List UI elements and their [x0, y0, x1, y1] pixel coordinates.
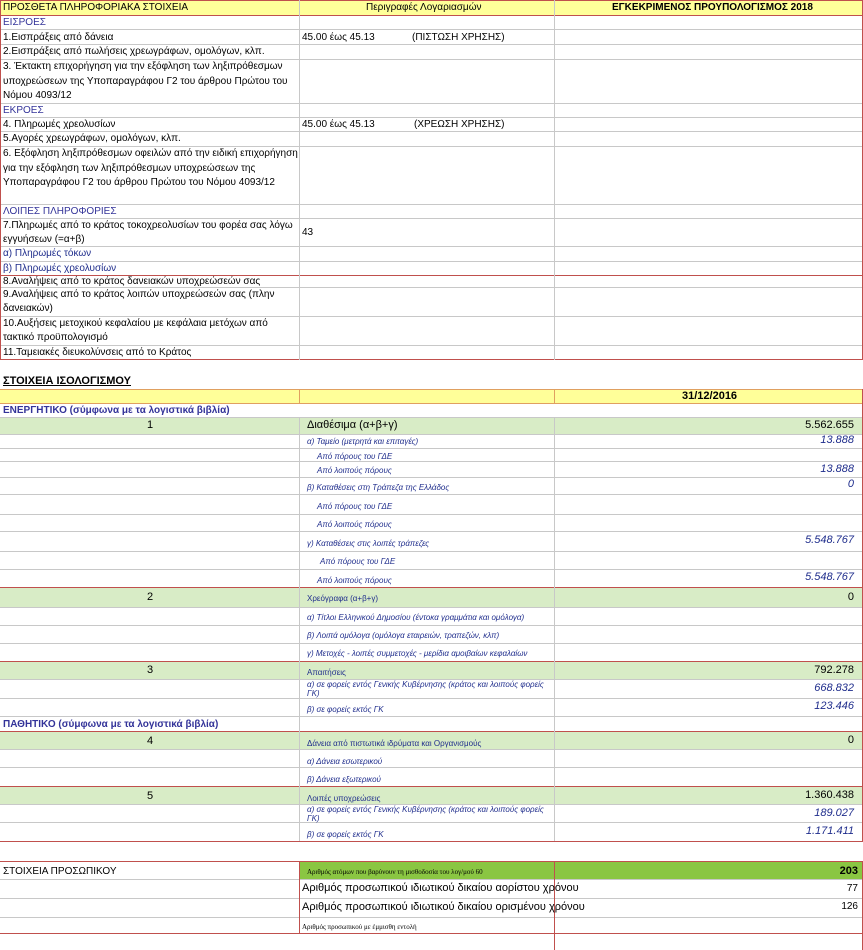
staff-row-2-label: Αριθμός προσωπικού ιδιωτικού δικαίου αορίστου χρόνου: [302, 882, 579, 894]
rule: [0, 731, 863, 732]
staff-title: ΣΤΟΙΧΕΙΑ ΠΡΟΣΩΠΙΚΟΥ: [3, 866, 117, 877]
cash-c2-value: 5.548.767: [805, 571, 854, 583]
row-7b-label: β) Πληρωμές χρεολυσίων: [3, 263, 117, 274]
rule: [0, 494, 863, 495]
item-number-5: 5: [147, 790, 154, 802]
rule: [0, 461, 863, 462]
row-1-label: 1.Εισπράξεις από δάνεια: [3, 32, 114, 43]
cash-value: 5.562.655: [805, 419, 854, 431]
row-6-label: 6. Εξόφληση ληξιπρόθεσμων οφειλών από την ειδική επιχορήγηση για την εξόφληση των ληξιπρόθεσμων υποχρεώσεων της Υποπαραγράφου Γ2 του άρθρου Πρώτου του Νόμου 4093/12: [3, 148, 298, 188]
receivables-a-label: α) σε φορείς εντός Γενικής Κυβέρνησης (κράτος και λοιπούς φορείς ΓΚ): [307, 680, 544, 698]
loans-a-label: α) Δάνεια εσωτερικού: [307, 757, 383, 766]
cash-b-label: β) Καταθέσεις στη Τράπεζα της Ελλάδος: [307, 483, 450, 492]
item-number-1: 1: [147, 419, 154, 431]
rule: [0, 569, 863, 570]
rule: [554, 0, 555, 360]
rule: [0, 643, 863, 644]
row-10-label: 10.Αυξήσεις μετοχικού κεφαλαίου με κεφάλαια μετόχων από τακτικό προϋπολογισμό: [3, 318, 268, 343]
other-liabilities-a-value: 189.027: [814, 807, 854, 819]
balance-date: 31/12/2016: [682, 390, 738, 402]
staff-row-2-value: 77: [846, 883, 858, 894]
staff-row-3-cell: [299, 899, 585, 917]
row-4-label: 4. Πληρωμές χρεολυσίων: [3, 119, 116, 130]
rule: [0, 514, 863, 515]
liabilities-title: ΠΑΘΗΤΙΚΟ (σύμφωνα με τα λογιστικά βιβλία): [3, 719, 219, 730]
rule: [0, 587, 863, 588]
row-7a-label: α) Πληρωμές τόκων: [3, 248, 92, 259]
assets-title: ΕΝΕΡΓΗΤΙΚΟ (σύμφωνα με τα λογιστικά βιβλία): [3, 405, 230, 416]
balance-title: ΣΤΟΙΧΕΙΑ ΙΣΟΛΟΓΙΣΜΟΥ: [3, 375, 131, 387]
other-liabilities-value: 1.360.438: [805, 789, 854, 801]
row-3-label: 3. Έκτακτη επιχορήγηση για την εξόφληση των ληξιπρόθεσμων υποχρεώσεων της Υποπαραγράφου Γ2 του άρθρου Πρώτου του Νόμου 4093/12: [3, 61, 288, 101]
cash-a-value: 13.888: [820, 434, 854, 446]
row-1-desc: 45.00 έως 45.13: [302, 32, 375, 43]
cash-a2-value: 13.888: [820, 463, 854, 475]
rule: [0, 716, 863, 717]
receivables-value: 792.278: [814, 664, 854, 676]
staff-row-1-label: Αριθμός ατόμων που βαρύνουν τη μισθοδοσία του λογ/μού 60: [307, 868, 483, 876]
loans-label: Δάνεια από πιστωτικά ιδρύματα και Οργανισμούς: [307, 739, 482, 748]
rule: [0, 767, 863, 768]
item-number-3: 3: [147, 664, 154, 676]
receivables-a-value: 668.832: [814, 682, 854, 694]
rule: [0, 698, 863, 699]
rule: [0, 625, 863, 626]
cash-c-value: 5.548.767: [805, 534, 854, 546]
other-liabilities-label: Λοιπές υποχρεώσεις: [307, 794, 381, 803]
rule: [299, 417, 300, 841]
col-header-info: ΠΡΟΣΘΕΤΑ ΠΛΗΡΟΦΟΡΙΑΚΑ ΣΤΟΙΧΕΙΑ: [3, 2, 189, 13]
rule: [0, 0, 1, 360]
cash-c-label: γ) Καταθέσεις στις λοιπές τράπεζες: [307, 539, 430, 548]
rule: [0, 661, 863, 662]
securities-b-label: β) Λοιπά ομόλογα (ομόλογα εταιρειών, τραπεζών, κλπ): [307, 631, 500, 640]
rule: [299, 0, 300, 360]
rule: [0, 861, 863, 862]
rule: [0, 933, 863, 934]
securities-a-label: α) Τίτλοι Ελληνικού Δημοσίου (έντοκα γραμμάτια και ομόλογα): [307, 613, 525, 622]
staff-row-2-cell: [299, 880, 579, 898]
row-1-note: (ΠΙΣΤΩΣΗ ΧΡΗΣΗΣ): [412, 32, 505, 43]
securities-value: 0: [847, 591, 854, 603]
row-4-note: (ΧΡΕΩΣΗ ΧΡΗΣΗΣ): [414, 119, 505, 130]
cash-c2-label: Από λοιπούς πόρους: [317, 576, 392, 585]
rule: [0, 359, 863, 360]
col-header-budget: ΕΓΚΕΚΡΙΜΕΝΟΣ ΠΡΟΥΠΟΛΟΓΙΣΜΟΣ 2018: [612, 2, 813, 13]
rule: [0, 841, 863, 842]
staff-row-3-label: Αριθμός προσωπικού ιδιωτικού δικαίου ορισμένου χρόνου: [302, 901, 585, 913]
item-number-4: 4: [147, 735, 154, 747]
securities-c-label: γ) Μετοχές - λοιπές συμμετοχές - μερίδια αμοιβαίων κεφαλαίων: [307, 649, 528, 658]
row-8-label: 8.Αναλήψεις από το κράτος δανειακών υποχρεώσεών σας: [3, 276, 261, 287]
rule: [554, 389, 555, 403]
loans-b-label: β) Δάνεια εξωτερικού: [307, 775, 381, 784]
col-header-descriptions: Περιγραφές Λογαριασμών: [366, 2, 482, 13]
other-liabilities-a-label: α) σε φορείς εντός Γενικής Κυβέρνησης (κράτος και λοιπούς φορείς ΓΚ): [307, 805, 544, 823]
cash-a1-label: Από πόρους του ΓΔΕ: [317, 452, 393, 461]
other-liabilities-b-label: β) σε φορείς εκτός ΓΚ: [307, 830, 384, 839]
rule: [0, 607, 863, 608]
cash-c1-label: Από πόρους του ΓΔΕ: [320, 557, 396, 566]
rule: [0, 531, 863, 532]
rule: [0, 204, 863, 205]
row-4-desc: 45.00 έως 45.13: [302, 119, 375, 130]
securities-label: Χρεόγραφα (α+β+γ): [307, 594, 379, 603]
rule: [0, 417, 863, 418]
row-2-label: 2.Εισπράξεις από πωλήσεις χρεωγράφων, ομολόγων, κλπ.: [3, 46, 265, 57]
rule: [0, 786, 863, 787]
row-7-desc: 43: [302, 227, 314, 238]
rule: [0, 29, 863, 30]
rule: [0, 15, 863, 16]
rule: [0, 261, 863, 262]
item-number-2: 2: [147, 591, 154, 603]
rule: [0, 448, 863, 449]
loans-value: 0: [847, 734, 854, 746]
cash-b-value: 0: [847, 478, 854, 490]
cash-b1-label: Από πόρους του ΓΔΕ: [317, 502, 393, 511]
row-9-label: 9.Αναλήψεις από το κράτος λοιπών υποχρεώσεών σας (πλην δανειακών): [3, 289, 275, 314]
rule: [0, 917, 863, 918]
receivables-b-label: β) σε φορείς εκτός ΓΚ: [307, 705, 384, 714]
other-liabilities-b-value: 1.171.411: [805, 825, 854, 837]
row-11-label: 11.Ταμειακές διευκολύνσεις από το Κράτος: [3, 347, 192, 358]
cash-a2-label: Από λοιπούς πόρους: [317, 466, 392, 475]
staff-row-1-value: 203: [839, 865, 858, 877]
rule: [299, 389, 300, 403]
row-7-label: 7.Πληρωμές από το κράτος τοκοχρεολυσίων του φορέα σας λόγω εγγυήσεων (=α+β): [3, 220, 293, 245]
staff-row-3-value: 126: [841, 901, 858, 912]
staff-row-4-label: Αριθμός προσωπικού με έμμισθη εντολή: [302, 923, 417, 931]
cash-b2-label: Από λοιπούς πόρους: [317, 520, 392, 529]
cash-a-label: α) Ταμείο (μετρητά και επιταγές): [307, 437, 419, 446]
receivables-label: Απαιτήσεις: [307, 668, 346, 677]
rule: [0, 551, 863, 552]
section-other-info: ΛΟΙΠΕΣ ΠΛΗΡΟΦΟΡΙΕΣ: [3, 206, 117, 217]
row-5-label: 5.Αγορές χρεωγράφων, ομολόγων, κλπ.: [3, 133, 181, 144]
cash-label: Διαθέσιμα (α+β+γ): [307, 419, 398, 431]
section-inflows: ΕΙΣΡΟΕΣ: [3, 17, 46, 28]
receivables-b-value: 123.446: [814, 700, 854, 712]
section-outflows: ΕΚΡΟΕΣ: [3, 105, 44, 116]
